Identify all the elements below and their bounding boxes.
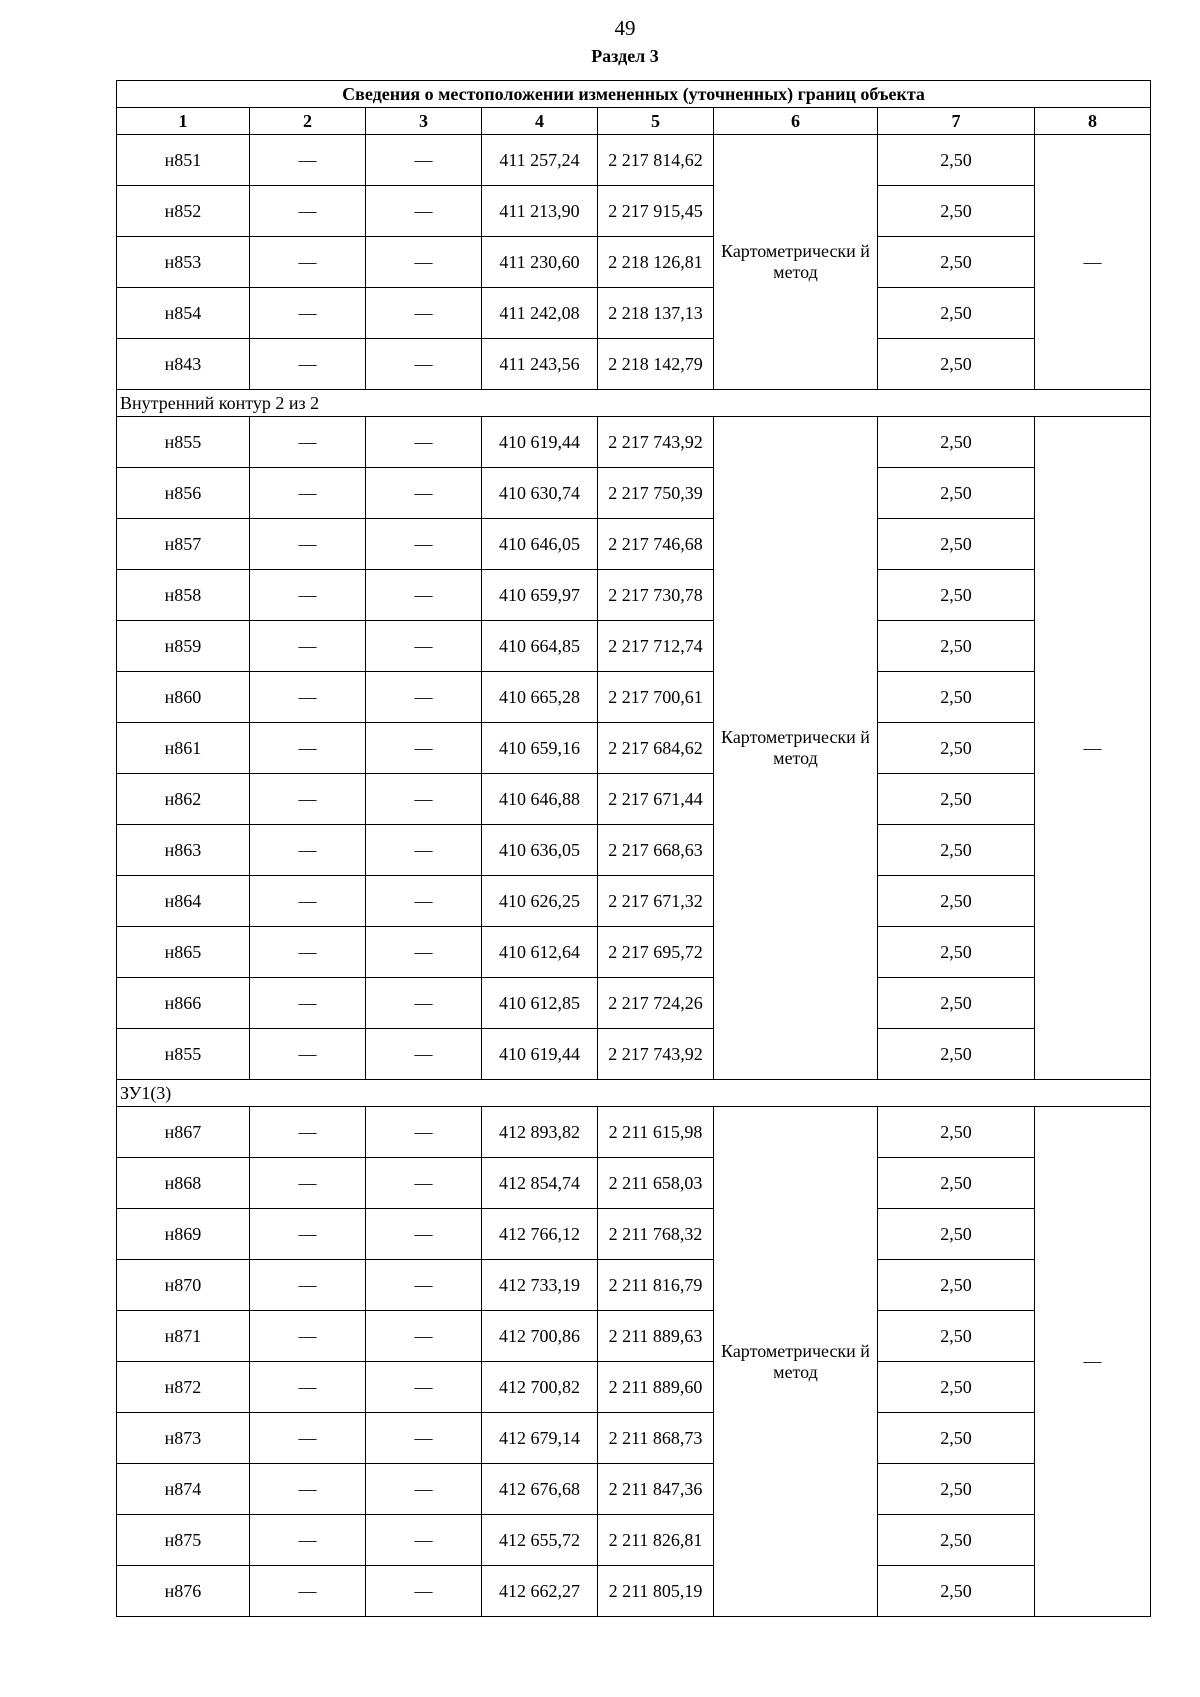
table-row: [117, 135, 1151, 186]
point-name-cell: н874: [117, 1464, 250, 1515]
column-3-cell: —: [366, 570, 482, 621]
contour-section-row: [117, 1080, 1151, 1107]
point-name-cell: н875: [117, 1515, 250, 1566]
column-2-cell: —: [250, 876, 366, 927]
point-name-cell: н856: [117, 468, 250, 519]
y-coordinate-cell: 2 217 814,62: [598, 135, 714, 186]
y-coordinate-cell: 2 217 668,63: [598, 825, 714, 876]
column-3-cell: —: [366, 774, 482, 825]
accuracy-cell: 2,50: [878, 1260, 1035, 1311]
y-coordinate-cell: 2 217 695,72: [598, 927, 714, 978]
column-8-cell: —: [1035, 417, 1151, 1080]
column-8-cell: —: [1035, 1107, 1151, 1617]
x-coordinate-cell: 412 766,12: [482, 1209, 598, 1260]
accuracy-cell: 2,50: [878, 672, 1035, 723]
accuracy-cell: 2,50: [878, 339, 1035, 390]
accuracy-cell: 2,50: [878, 1464, 1035, 1515]
column-2-cell: —: [250, 723, 366, 774]
point-name-cell: н857: [117, 519, 250, 570]
accuracy-cell: 2,50: [878, 927, 1035, 978]
accuracy-cell: 2,50: [878, 570, 1035, 621]
x-coordinate-cell: 412 662,27: [482, 1566, 598, 1617]
point-name-cell: н855: [117, 1029, 250, 1080]
method-cell: Картометрически й метод: [714, 417, 878, 1080]
point-name-cell: н861: [117, 723, 250, 774]
y-coordinate-cell: 2 211 768,32: [598, 1209, 714, 1260]
column-3-cell: —: [366, 1515, 482, 1566]
x-coordinate-cell: 412 676,68: [482, 1464, 598, 1515]
column-3-cell: —: [366, 417, 482, 468]
column-2-cell: —: [250, 825, 366, 876]
column-2-cell: —: [250, 774, 366, 825]
x-coordinate-cell: 412 733,19: [482, 1260, 598, 1311]
column-3-cell: —: [366, 927, 482, 978]
y-coordinate-cell: 2 217 671,32: [598, 876, 714, 927]
column-3-cell: —: [366, 876, 482, 927]
x-coordinate-cell: 410 646,88: [482, 774, 598, 825]
y-coordinate-cell: 2 211 889,60: [598, 1362, 714, 1413]
point-name-cell: н864: [117, 876, 250, 927]
column-header: 2: [250, 108, 366, 135]
column-header: 1: [117, 108, 250, 135]
column-2-cell: —: [250, 1107, 366, 1158]
accuracy-cell: 2,50: [878, 186, 1035, 237]
table-row: [117, 1209, 1151, 1260]
x-coordinate-cell: 411 213,90: [482, 186, 598, 237]
y-coordinate-cell: 2 217 684,62: [598, 723, 714, 774]
table-title: Сведения о местоположении измененных (уточненных) границ объекта: [117, 81, 1151, 108]
column-3-cell: —: [366, 186, 482, 237]
column-2-cell: —: [250, 1515, 366, 1566]
column-3-cell: —: [366, 825, 482, 876]
point-name-cell: н865: [117, 927, 250, 978]
table-row: [117, 1566, 1151, 1617]
accuracy-cell: 2,50: [878, 468, 1035, 519]
x-coordinate-cell: 411 230,60: [482, 237, 598, 288]
column-3-cell: —: [366, 339, 482, 390]
table-row: [117, 1464, 1151, 1515]
point-name-cell: н862: [117, 774, 250, 825]
column-3-cell: —: [366, 1107, 482, 1158]
column-2-cell: —: [250, 927, 366, 978]
accuracy-cell: 2,50: [878, 237, 1035, 288]
table-row: [117, 825, 1151, 876]
x-coordinate-cell: 410 612,85: [482, 978, 598, 1029]
accuracy-cell: 2,50: [878, 417, 1035, 468]
column-3-cell: —: [366, 621, 482, 672]
x-coordinate-cell: 412 854,74: [482, 1158, 598, 1209]
table-row: [117, 978, 1151, 1029]
column-2-cell: —: [250, 1413, 366, 1464]
point-name-cell: н860: [117, 672, 250, 723]
column-3-cell: —: [366, 135, 482, 186]
y-coordinate-cell: 2 217 915,45: [598, 186, 714, 237]
accuracy-cell: 2,50: [878, 1209, 1035, 1260]
table-row: [117, 339, 1151, 390]
table-row: [117, 672, 1151, 723]
contour-section-label: Внутренний контур 2 из 2: [117, 390, 1151, 417]
accuracy-cell: 2,50: [878, 621, 1035, 672]
table-row: [117, 417, 1151, 468]
column-2-cell: —: [250, 468, 366, 519]
x-coordinate-cell: 412 700,82: [482, 1362, 598, 1413]
accuracy-cell: 2,50: [878, 1362, 1035, 1413]
column-header: 5: [598, 108, 714, 135]
column-3-cell: —: [366, 1209, 482, 1260]
point-name-cell: н867: [117, 1107, 250, 1158]
y-coordinate-cell: 2 217 750,39: [598, 468, 714, 519]
point-name-cell: н843: [117, 339, 250, 390]
accuracy-cell: 2,50: [878, 519, 1035, 570]
table-row: [117, 621, 1151, 672]
x-coordinate-cell: 410 636,05: [482, 825, 598, 876]
x-coordinate-cell: 410 626,25: [482, 876, 598, 927]
column-header: 3: [366, 108, 482, 135]
column-3-cell: —: [366, 1029, 482, 1080]
x-coordinate-cell: 410 619,44: [482, 417, 598, 468]
y-coordinate-cell: 2 211 615,98: [598, 1107, 714, 1158]
column-3-cell: —: [366, 1362, 482, 1413]
point-name-cell: н854: [117, 288, 250, 339]
point-name-cell: н851: [117, 135, 250, 186]
section-title: Раздел 3: [591, 46, 659, 66]
column-3-cell: —: [366, 1566, 482, 1617]
x-coordinate-cell: 412 700,86: [482, 1311, 598, 1362]
column-3-cell: —: [366, 1311, 482, 1362]
table-row: [117, 288, 1151, 339]
column-8-cell: —: [1035, 135, 1151, 390]
contour-section-row: [117, 390, 1151, 417]
x-coordinate-cell: 410 646,05: [482, 519, 598, 570]
column-2-cell: —: [250, 288, 366, 339]
column-2-cell: —: [250, 1362, 366, 1413]
table-row: [117, 927, 1151, 978]
column-3-cell: —: [366, 288, 482, 339]
table-row: [117, 1515, 1151, 1566]
table-row: [117, 774, 1151, 825]
column-3-cell: —: [366, 1413, 482, 1464]
y-coordinate-cell: 2 218 137,13: [598, 288, 714, 339]
column-2-cell: —: [250, 1029, 366, 1080]
accuracy-cell: 2,50: [878, 1158, 1035, 1209]
y-coordinate-cell: 2 211 847,36: [598, 1464, 714, 1515]
column-header: 6: [714, 108, 878, 135]
y-coordinate-cell: 2 217 671,44: [598, 774, 714, 825]
column-2-cell: —: [250, 1209, 366, 1260]
point-name-cell: н858: [117, 570, 250, 621]
x-coordinate-cell: 411 243,56: [482, 339, 598, 390]
column-2-cell: —: [250, 1311, 366, 1362]
method-cell: Картометрически й метод: [714, 135, 878, 390]
x-coordinate-cell: 410 659,97: [482, 570, 598, 621]
x-coordinate-cell: 412 893,82: [482, 1107, 598, 1158]
column-2-cell: —: [250, 519, 366, 570]
point-name-cell: н863: [117, 825, 250, 876]
point-name-cell: н852: [117, 186, 250, 237]
column-3-cell: —: [366, 1260, 482, 1311]
column-2-cell: —: [250, 570, 366, 621]
table-row: [117, 723, 1151, 774]
table-row: [117, 876, 1151, 927]
column-header: 4: [482, 108, 598, 135]
accuracy-cell: 2,50: [878, 1107, 1035, 1158]
column-header-row: [117, 108, 1151, 135]
x-coordinate-cell: 411 257,24: [482, 135, 598, 186]
column-3-cell: —: [366, 237, 482, 288]
column-3-cell: —: [366, 1464, 482, 1515]
table-row: [117, 570, 1151, 621]
column-2-cell: —: [250, 672, 366, 723]
y-coordinate-cell: 2 218 142,79: [598, 339, 714, 390]
table-row: [117, 519, 1151, 570]
x-coordinate-cell: 410 619,44: [482, 1029, 598, 1080]
x-coordinate-cell: 410 630,74: [482, 468, 598, 519]
y-coordinate-cell: 2 211 805,19: [598, 1566, 714, 1617]
point-name-cell: н873: [117, 1413, 250, 1464]
column-3-cell: —: [366, 723, 482, 774]
table-row: [117, 1311, 1151, 1362]
accuracy-cell: 2,50: [878, 1566, 1035, 1617]
point-name-cell: н868: [117, 1158, 250, 1209]
accuracy-cell: 2,50: [878, 135, 1035, 186]
accuracy-cell: 2,50: [878, 876, 1035, 927]
contour-section-label: ЗУ1(3): [117, 1080, 1151, 1107]
point-name-cell: н853: [117, 237, 250, 288]
accuracy-cell: 2,50: [878, 978, 1035, 1029]
column-3-cell: —: [366, 519, 482, 570]
x-coordinate-cell: 412 655,72: [482, 1515, 598, 1566]
column-2-cell: —: [250, 978, 366, 1029]
column-2-cell: —: [250, 621, 366, 672]
method-cell: Картометрически й метод: [714, 1107, 878, 1617]
column-3-cell: —: [366, 1158, 482, 1209]
y-coordinate-cell: 2 218 126,81: [598, 237, 714, 288]
y-coordinate-cell: 2 217 730,78: [598, 570, 714, 621]
point-name-cell: н870: [117, 1260, 250, 1311]
point-name-cell: н859: [117, 621, 250, 672]
y-coordinate-cell: 2 217 743,92: [598, 417, 714, 468]
point-name-cell: н876: [117, 1566, 250, 1617]
column-3-cell: —: [366, 672, 482, 723]
y-coordinate-cell: 2 217 700,61: [598, 672, 714, 723]
page-number: 49: [614, 16, 636, 40]
y-coordinate-cell: 2 217 724,26: [598, 978, 714, 1029]
accuracy-cell: 2,50: [878, 1311, 1035, 1362]
y-coordinate-cell: 2 211 658,03: [598, 1158, 714, 1209]
column-2-cell: —: [250, 237, 366, 288]
y-coordinate-cell: 2 211 826,81: [598, 1515, 714, 1566]
column-3-cell: —: [366, 978, 482, 1029]
point-name-cell: н869: [117, 1209, 250, 1260]
column-3-cell: —: [366, 468, 482, 519]
column-2-cell: —: [250, 1566, 366, 1617]
table-row: [117, 1029, 1151, 1080]
table-row: [117, 237, 1151, 288]
table-row: [117, 1362, 1151, 1413]
table-row: [117, 1107, 1151, 1158]
accuracy-cell: 2,50: [878, 825, 1035, 876]
x-coordinate-cell: 412 679,14: [482, 1413, 598, 1464]
accuracy-cell: 2,50: [878, 1029, 1035, 1080]
accuracy-cell: 2,50: [878, 774, 1035, 825]
y-coordinate-cell: 2 211 889,63: [598, 1311, 714, 1362]
y-coordinate-cell: 2 217 712,74: [598, 621, 714, 672]
column-2-cell: —: [250, 1464, 366, 1515]
accuracy-cell: 2,50: [878, 723, 1035, 774]
accuracy-cell: 2,50: [878, 1413, 1035, 1464]
x-coordinate-cell: 411 242,08: [482, 288, 598, 339]
accuracy-cell: 2,50: [878, 1515, 1035, 1566]
table-row: [117, 1413, 1151, 1464]
accuracy-cell: 2,50: [878, 288, 1035, 339]
table-title-row: [117, 81, 1151, 108]
table-row: [117, 468, 1151, 519]
x-coordinate-cell: 410 665,28: [482, 672, 598, 723]
x-coordinate-cell: 410 664,85: [482, 621, 598, 672]
table-row: [117, 1260, 1151, 1311]
y-coordinate-cell: 2 211 816,79: [598, 1260, 714, 1311]
y-coordinate-cell: 2 217 743,92: [598, 1029, 714, 1080]
column-2-cell: —: [250, 135, 366, 186]
column-2-cell: —: [250, 186, 366, 237]
point-name-cell: н871: [117, 1311, 250, 1362]
point-name-cell: н872: [117, 1362, 250, 1413]
point-name-cell: н866: [117, 978, 250, 1029]
column-header: 8: [1035, 108, 1151, 135]
boundary-coordinates-table: [116, 80, 1151, 1617]
column-header: 7: [878, 108, 1035, 135]
point-name-cell: н855: [117, 417, 250, 468]
column-2-cell: —: [250, 417, 366, 468]
x-coordinate-cell: 410 612,64: [482, 927, 598, 978]
column-2-cell: —: [250, 1260, 366, 1311]
column-2-cell: —: [250, 1158, 366, 1209]
column-2-cell: —: [250, 339, 366, 390]
y-coordinate-cell: 2 211 868,73: [598, 1413, 714, 1464]
x-coordinate-cell: 410 659,16: [482, 723, 598, 774]
table-row: [117, 186, 1151, 237]
y-coordinate-cell: 2 217 746,68: [598, 519, 714, 570]
table-row: [117, 1158, 1151, 1209]
